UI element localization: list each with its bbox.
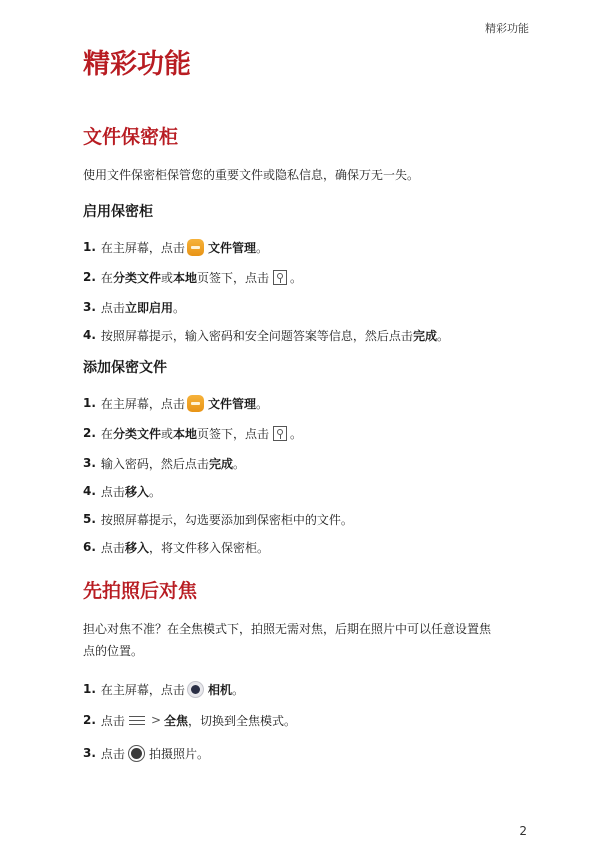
step-text: 或 bbox=[160, 270, 173, 285]
camera-app-icon bbox=[187, 681, 204, 698]
step-text: 在主屏幕，点击 bbox=[100, 682, 185, 697]
page-title: 精彩功能 bbox=[83, 49, 191, 80]
list-item bbox=[83, 236, 538, 258]
step-text: 在 bbox=[100, 426, 113, 441]
list-item bbox=[83, 742, 538, 764]
step-text: 在主屏幕，点击 bbox=[100, 396, 185, 411]
step-text: 。 bbox=[172, 300, 185, 315]
step-number: 5. bbox=[83, 512, 96, 526]
subsection-title-enable-safe: 启用保密柜 bbox=[83, 204, 153, 220]
step-number: 1. bbox=[83, 682, 96, 696]
list-item bbox=[83, 422, 538, 444]
step-bold: 完成 bbox=[412, 328, 437, 343]
step-bold: 移入 bbox=[124, 540, 149, 555]
list-item bbox=[83, 480, 538, 502]
step-number: 1. bbox=[83, 240, 96, 254]
file-manager-app-icon bbox=[187, 395, 204, 412]
list-item bbox=[83, 296, 538, 318]
step-bold: 文件管理 bbox=[207, 396, 256, 411]
step-text: 输入密码，然后点击 bbox=[100, 456, 209, 471]
step-number: 3. bbox=[83, 456, 96, 470]
step-number: 4. bbox=[83, 328, 96, 342]
subsection-title-add-files: 添加保密文件 bbox=[83, 360, 167, 376]
running-header: 精彩功能 bbox=[485, 22, 529, 35]
section-intro: 使用文件保密柜保管您的重要文件或隐私信息，确保万无一失。 bbox=[83, 168, 420, 182]
step-text: ，切换到全焦模式。 bbox=[188, 713, 297, 728]
step-number: 2. bbox=[83, 270, 96, 284]
safe-icon bbox=[273, 426, 287, 441]
step-text: 。 bbox=[290, 270, 303, 285]
step-text: 点击 bbox=[100, 484, 125, 499]
step-text: 在主屏幕，点击 bbox=[100, 240, 185, 255]
step-text: 或 bbox=[160, 426, 173, 441]
list-item bbox=[83, 324, 538, 346]
step-text: 点击 bbox=[100, 713, 125, 728]
step-number: 4. bbox=[83, 484, 96, 498]
step-text: 。 bbox=[148, 484, 161, 499]
step-text: 。 bbox=[232, 456, 245, 471]
step-bold: 分类文件 bbox=[112, 426, 161, 441]
step-text: 按照屏幕提示，输入密码和安全问题答案等信息，然后点击 bbox=[100, 328, 413, 343]
section-intro-line: 担心对焦不准？在全焦模式下，拍照无需对焦，后期在照片中可以任意设置焦 bbox=[83, 622, 492, 636]
page-number: 2 bbox=[519, 824, 527, 838]
list-item bbox=[83, 508, 538, 530]
step-bold: 立即启用 bbox=[124, 300, 173, 315]
section-intro-line: 点的位置。 bbox=[83, 644, 144, 658]
step-text: 。 bbox=[255, 396, 268, 411]
shutter-icon bbox=[128, 745, 145, 762]
step-number: 2. bbox=[83, 713, 96, 727]
list-item bbox=[83, 709, 538, 731]
list-item bbox=[83, 536, 538, 558]
step-bold: 本地 bbox=[172, 270, 197, 285]
step-text: 点击 bbox=[100, 300, 125, 315]
step-text: 页签下，点击 bbox=[196, 426, 269, 441]
step-number: 3. bbox=[83, 746, 96, 760]
step-number: 2. bbox=[83, 426, 96, 440]
step-bold: 文件管理 bbox=[207, 240, 256, 255]
safe-icon bbox=[273, 270, 287, 285]
main-content bbox=[83, 124, 538, 764]
step-text: 页签下，点击 bbox=[196, 270, 269, 285]
step-number: 3. bbox=[83, 300, 96, 314]
section-title-shoot-then-focus: 先拍照后对焦 bbox=[83, 580, 198, 602]
step-number: 6. bbox=[83, 540, 96, 554]
section-title-file-safe: 文件保密柜 bbox=[83, 126, 179, 148]
step-text: 点击 bbox=[100, 746, 125, 761]
step-text: 。 bbox=[436, 328, 449, 343]
step-text: 。 bbox=[231, 682, 244, 697]
menu-icon bbox=[129, 716, 145, 725]
list-item bbox=[83, 452, 538, 474]
step-text: 。 bbox=[290, 426, 303, 441]
step-text: 拍摄照片。 bbox=[148, 746, 209, 761]
step-bold: 本地 bbox=[172, 426, 197, 441]
list-item bbox=[83, 392, 538, 414]
step-bold: 分类文件 bbox=[112, 270, 161, 285]
list-item bbox=[83, 266, 538, 288]
step-bold: 完成 bbox=[208, 456, 233, 471]
step-text: 在 bbox=[100, 270, 113, 285]
step-bold: 移入 bbox=[124, 484, 149, 499]
step-bold: 全焦 bbox=[164, 713, 189, 728]
step-text: ，将文件移入保密柜。 bbox=[148, 540, 269, 555]
step-text: 。 bbox=[255, 240, 268, 255]
chevron-right-icon: > bbox=[150, 713, 161, 727]
step-text: 按照屏幕提示，勾选要添加到保密柜中的文件。 bbox=[100, 512, 353, 527]
file-manager-app-icon bbox=[187, 239, 204, 256]
step-number: 1. bbox=[83, 396, 96, 410]
step-bold: 相机 bbox=[207, 682, 232, 697]
step-text: 点击 bbox=[100, 540, 125, 555]
list-item bbox=[83, 678, 538, 700]
